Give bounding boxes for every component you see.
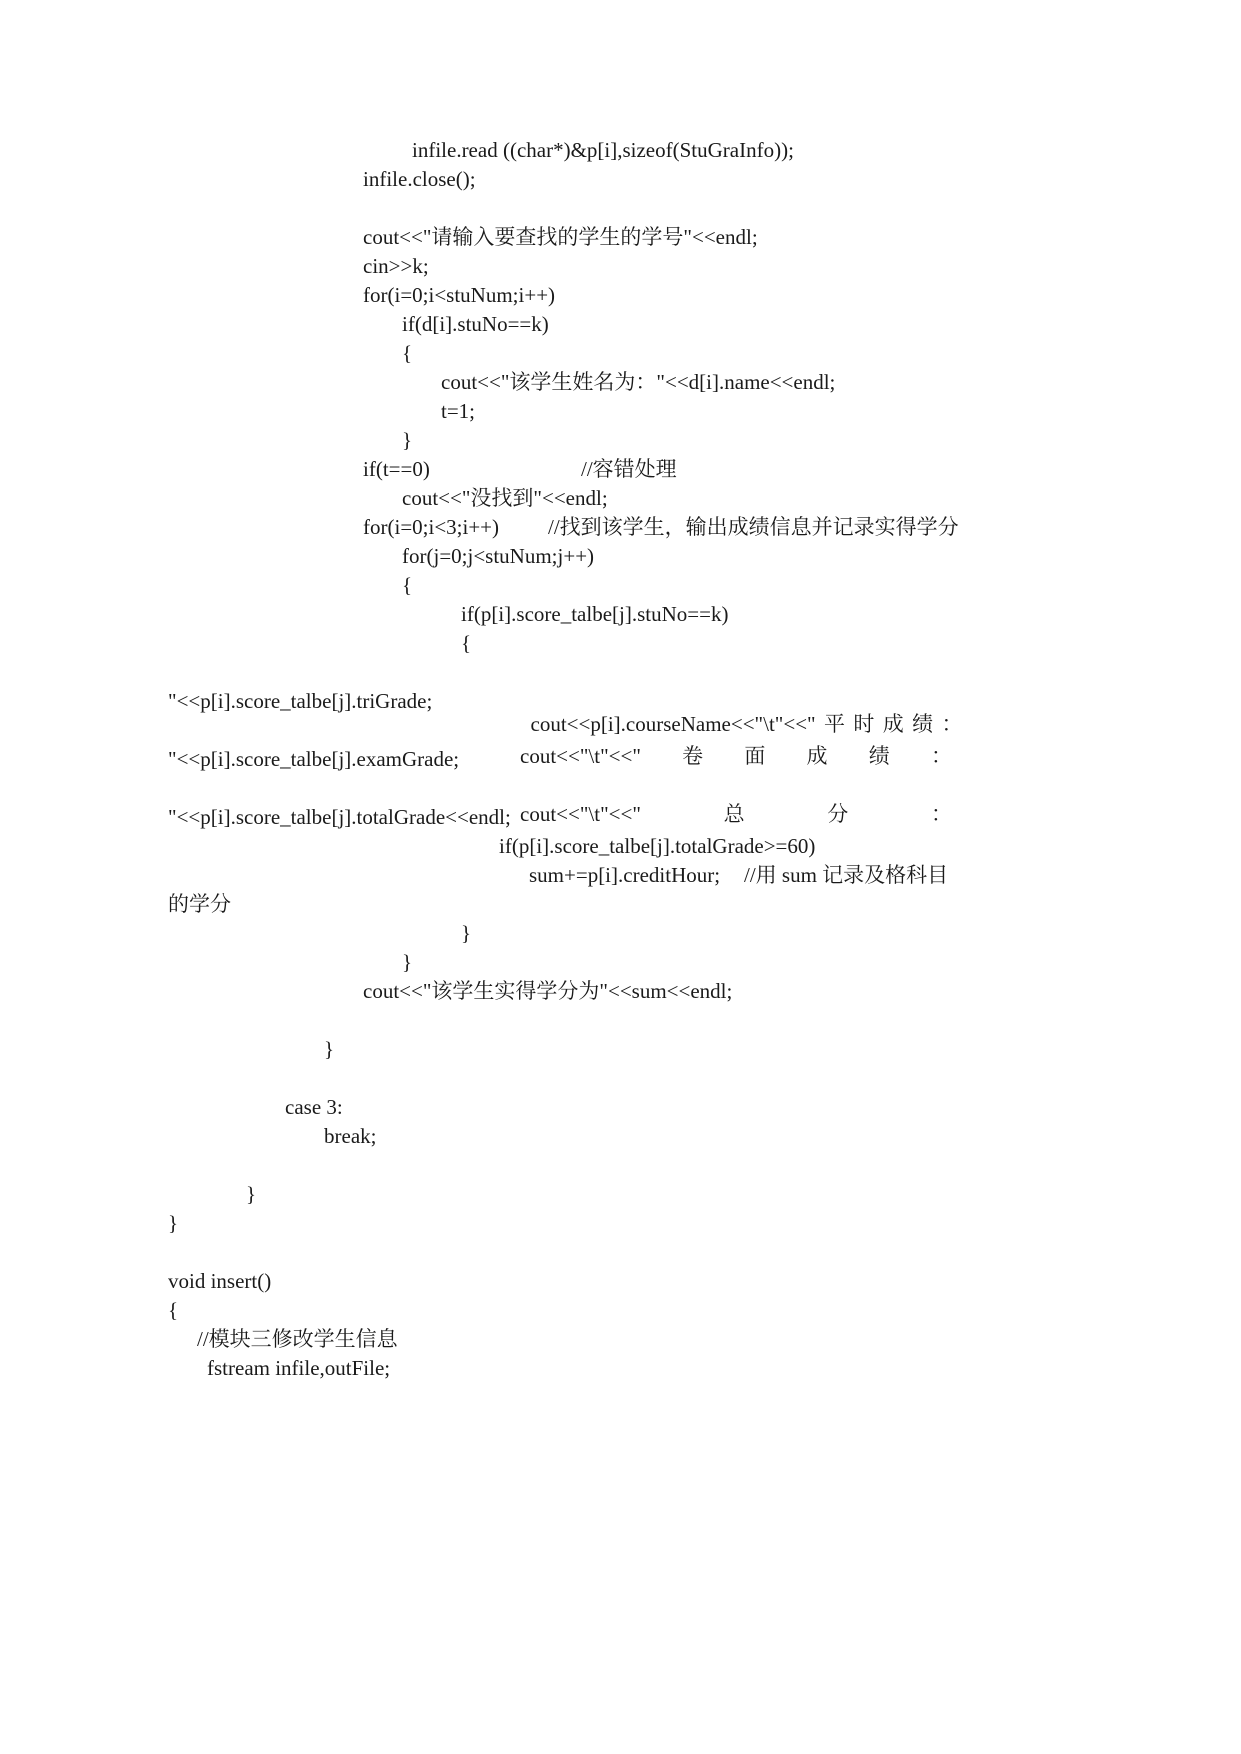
code-comment-3: //用 sum 记录及格科目	[744, 863, 949, 887]
justified-text: cout<<p[i].courseName<<"\t"<<"平时成绩：	[530, 712, 963, 736]
code-line-30: }	[324, 1037, 335, 1061]
code-line-2: infile.close();	[363, 167, 476, 191]
code-line-10: }	[402, 428, 413, 452]
code-line-4: cin>>k;	[363, 254, 429, 278]
code-line-20: cout<<"\t"<<"卷面成绩：	[520, 744, 952, 768]
code-line-22: cout<<"\t"<<"总分：	[520, 802, 952, 826]
code-line-15: {	[402, 573, 413, 597]
code-line-35: void insert()	[168, 1269, 272, 1293]
code-line-19: "<<p[i].score_talbe[j].triGrade;	[168, 689, 433, 713]
code-line-8: cout<<"该学生姓名为："<<d[i].name<<endl;	[441, 370, 836, 394]
code-line-13: for(i=0;i<3;i++)	[363, 515, 500, 539]
code-line-3: cout<<"请输入要查找的学生的学号"<<endl;	[363, 225, 758, 249]
code-line-26: 的学分	[168, 892, 231, 916]
code-line-23: "<<p[i].score_talbe[j].totalGrade<<endl;	[168, 805, 511, 829]
code-line-9: t=1;	[441, 399, 476, 423]
code-line-29: cout<<"该学生实得学分为"<<sum<<endl;	[363, 979, 733, 1003]
code-line-24: if(p[i].score_talbe[j].totalGrade>=60)	[499, 834, 816, 858]
code-line-32: break;	[324, 1124, 377, 1148]
code-line-33: }	[246, 1182, 257, 1206]
code-line-34: }	[168, 1211, 179, 1235]
code-comment-2: //找到该学生，输出成绩信息并记录实得学分	[548, 515, 959, 539]
code-line-14: for(j=0;j<stuNum;j++)	[402, 544, 595, 568]
code-line-21: "<<p[i].score_talbe[j].examGrade;	[168, 747, 460, 771]
code-line-31: case 3:	[285, 1095, 343, 1119]
code-line-25: sum+=p[i].creditHour;	[529, 863, 721, 887]
code-line-12: cout<<"没找到"<<endl;	[402, 486, 608, 510]
code-line-6: if(d[i].stuNo==k)	[402, 312, 549, 336]
code-line-36: {	[168, 1298, 179, 1322]
code-line-27: }	[461, 921, 472, 945]
code-line-38: fstream infile,outFile;	[207, 1356, 391, 1380]
code-line-37: //模块三修改学生信息	[197, 1327, 398, 1351]
code-line-11: if(t==0)	[363, 457, 430, 481]
code-line-16: if(p[i].score_talbe[j].stuNo==k)	[461, 602, 729, 626]
code-comment-1: //容错处理	[581, 457, 677, 481]
code-line-1: infile.read ((char*)&p[i],sizeof(StuGraInfo));	[412, 138, 794, 162]
code-line-7: {	[402, 341, 413, 365]
code-line-5: for(i=0;i<stuNum;i++)	[363, 283, 556, 307]
code-line-28: }	[402, 950, 413, 974]
code-line-17: {	[461, 631, 472, 655]
